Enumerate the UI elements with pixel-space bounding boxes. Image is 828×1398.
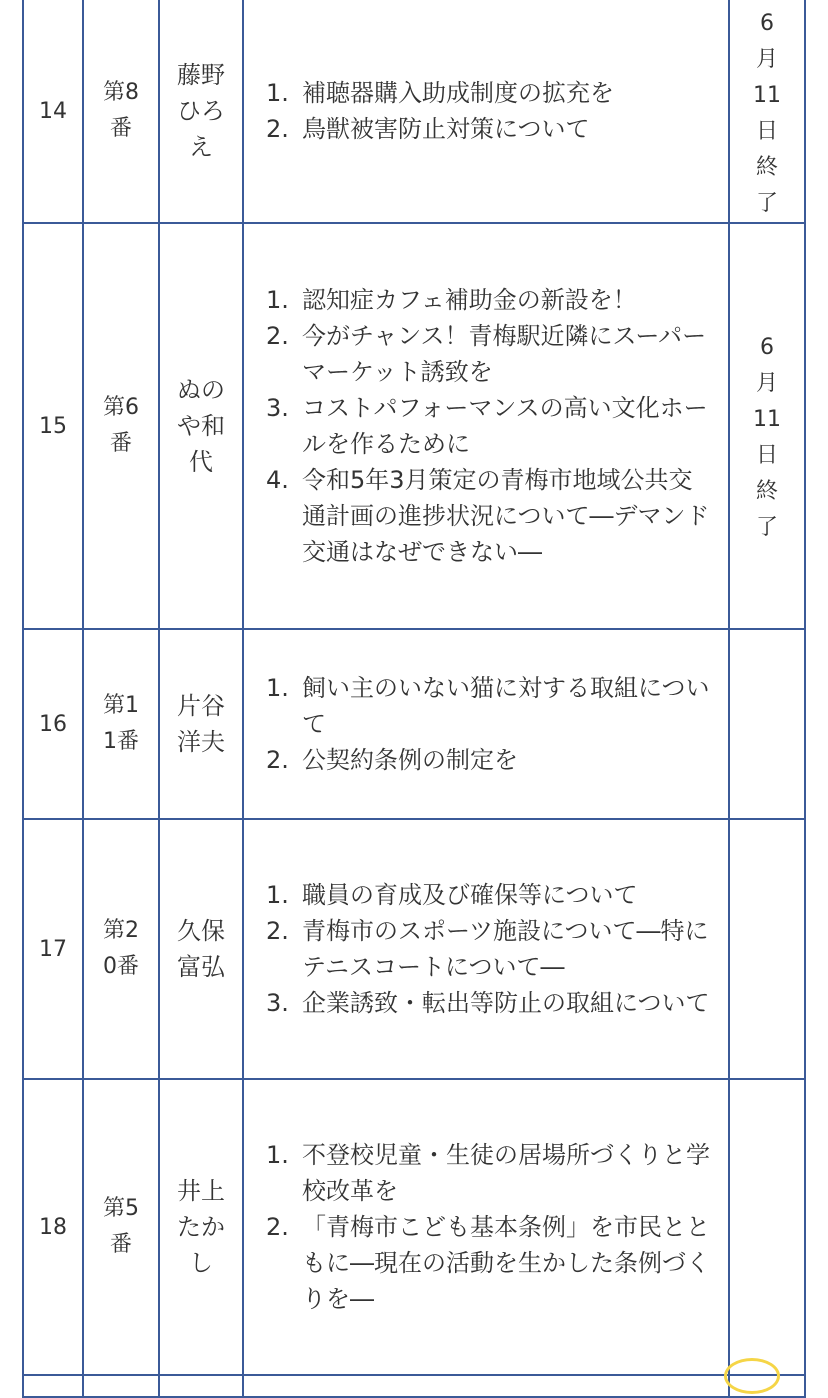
topic-item: 1. 職員の育成及び確保等について (266, 881, 638, 909)
questions-table-container (22, 0, 806, 1398)
table-row (23, 629, 805, 819)
seat-number (83, 1375, 159, 1397)
status-date: 6月11日終了 (729, 223, 805, 629)
topic-item: 1. 認知症カフェ補助金の新設を！ (266, 286, 637, 314)
member-name: ぬのや和代 (159, 223, 243, 629)
highlight-circle-icon (724, 1358, 780, 1394)
question-topics (243, 223, 729, 629)
topic-item: 2. 今がチャンス！青梅駅近隣にスーパーマーケット誘致を (266, 322, 707, 386)
topic-item: 2. 公契約条例の制定を (266, 746, 518, 774)
topic-item: 1. 不登校児童・生徒の居場所づくりと学校改革を (266, 1141, 710, 1205)
table-row (23, 819, 805, 1079)
topic-item: 2. 鳥獣被害防止対策について (266, 115, 590, 143)
topic-item: 1. 飼い主のいない猫に対する取組について (266, 674, 710, 738)
table-row (23, 0, 805, 223)
question-topics (243, 0, 729, 223)
topic-item: 2. 青梅市のスポーツ施設について―特にテニスコートについて― (266, 917, 709, 981)
question-topics (243, 1079, 729, 1375)
topic-item: 2. 「青梅市こども基本条例」を市民とともに―現在の活動を生かした条例づくりを― (266, 1213, 710, 1313)
question-topics (243, 1375, 729, 1397)
seat-number: 第11番 (83, 629, 159, 819)
topic-item: 1. 補聴器購入助成制度の拡充を (266, 79, 614, 107)
row-number: 16 (23, 629, 83, 819)
row-number (23, 1375, 83, 1397)
topic-item: 3. 企業誘致・転出等防止の取組について (266, 989, 710, 1017)
member-name: 片谷洋夫 (159, 629, 243, 819)
row-number: 17 (23, 819, 83, 1079)
table-row (23, 1079, 805, 1375)
table-row (23, 223, 805, 629)
member-name: 久保富弘 (159, 819, 243, 1079)
topic-item: 3. コストパフォーマンスの高い文化ホールを作るために (266, 394, 708, 458)
seat-number: 第8番 (83, 0, 159, 223)
row-number: 14 (23, 0, 83, 223)
member-name: 井上たかし (159, 1079, 243, 1375)
member-name: 藤野ひろえ (159, 0, 243, 223)
table-row (23, 1375, 805, 1397)
seat-number: 第20番 (83, 819, 159, 1079)
row-number: 18 (23, 1079, 83, 1375)
status-date (729, 819, 805, 1079)
general-questions-table (22, 0, 806, 1398)
status-date (729, 1079, 805, 1375)
status-date (729, 629, 805, 819)
question-topics (243, 629, 729, 819)
seat-number: 第5番 (83, 1079, 159, 1375)
status-date: 6月11日終了 (729, 0, 805, 223)
topic-item: 4. 令和5年3月策定の青梅市地域公共交通計画の進捗状況について―デマンド交通はなぜできない― (266, 466, 710, 566)
member-name (159, 1375, 243, 1397)
question-topics (243, 819, 729, 1079)
row-number: 15 (23, 223, 83, 629)
seat-number: 第6番 (83, 223, 159, 629)
